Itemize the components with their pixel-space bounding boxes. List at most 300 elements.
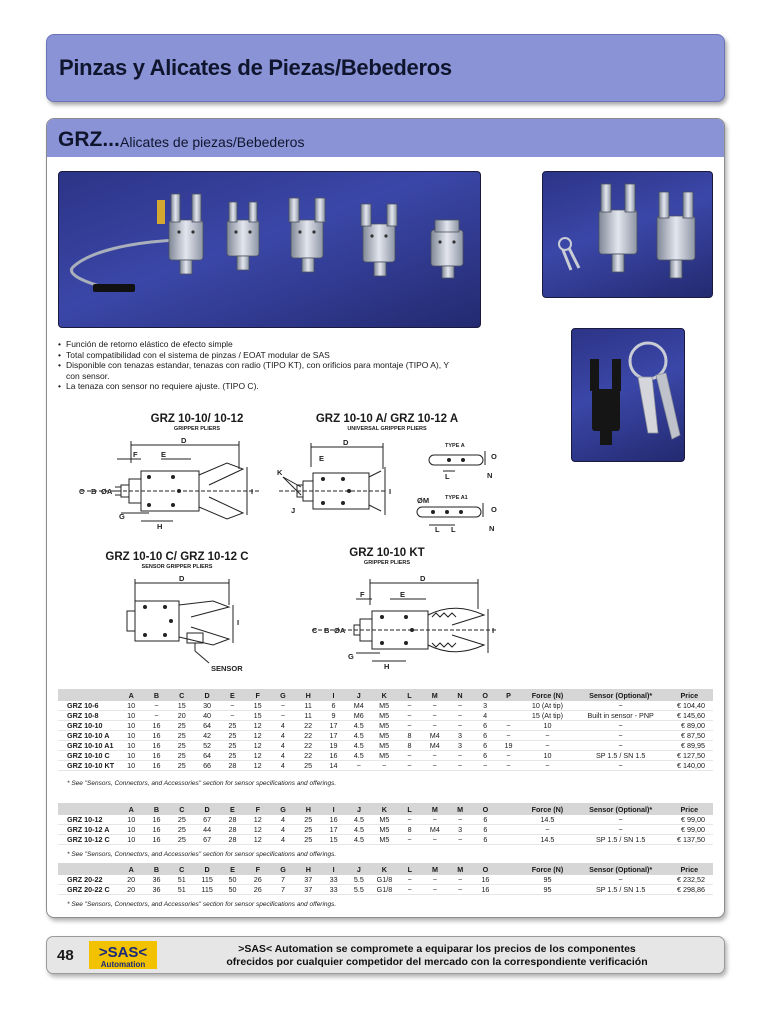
model-cell: GRZ 10-12 C xyxy=(58,835,119,845)
spec-cell: 3 xyxy=(447,741,472,751)
product-panel xyxy=(46,118,725,918)
spec-cell: 14.5 xyxy=(519,815,576,825)
price-cell: € 87,50 xyxy=(666,731,713,741)
drawing2-title: GRZ 10-10 A/ GRZ 10-12 A xyxy=(315,413,459,425)
spec-cell: 8 xyxy=(397,825,422,835)
spec-cell: 4 xyxy=(270,761,295,771)
spec-cell: ~ xyxy=(576,825,666,835)
drawing3-sensor-pliers xyxy=(117,571,267,671)
spec-cell: ~ xyxy=(448,815,473,825)
spec-cell: ~ xyxy=(397,875,422,885)
column-header: I xyxy=(321,863,346,875)
spec-cell: 25 xyxy=(169,731,194,741)
price-cell: € 99,00 xyxy=(666,825,713,835)
sas-automation-logo xyxy=(89,941,157,969)
table-row xyxy=(58,721,713,731)
spec-cell: 3 xyxy=(448,825,473,835)
spec-cell: 12 xyxy=(245,741,270,751)
dim-label: B xyxy=(91,487,97,496)
spec-cell: 16 xyxy=(321,815,346,825)
table-row xyxy=(58,761,713,771)
spec-cell: 12 xyxy=(245,721,270,731)
spec-cell xyxy=(498,701,519,711)
spec-cell: 16 xyxy=(473,885,498,895)
logo-subtext: Automation xyxy=(100,960,146,969)
spec-cell: 16 xyxy=(144,721,169,731)
spec-cell: ~ xyxy=(448,875,473,885)
table-note: * See "Sensors, Connectors, and Accessories" section for sensor specifications and offerings. xyxy=(67,901,337,908)
column-header xyxy=(58,689,119,701)
price-cell: € 127,50 xyxy=(666,751,713,761)
header-banner xyxy=(46,34,725,102)
spec-cell: 37 xyxy=(296,875,321,885)
spec-cell: 50 xyxy=(220,885,245,895)
column-header: F xyxy=(245,863,270,875)
spec-cell xyxy=(498,875,519,885)
model-cell: GRZ 10-10 A1 xyxy=(58,741,119,751)
spec-cell: ~ xyxy=(422,835,447,845)
column-header: L xyxy=(397,803,422,815)
spec-cell: 4 xyxy=(270,835,295,845)
spec-cell: 25 xyxy=(220,721,245,731)
table-row xyxy=(58,741,713,751)
feature-item: • Disponible con tenazas estandar, tenazas con radio (TIPO KT), con orificios para montaje (TIPO A), Y con sensor. xyxy=(58,360,458,381)
spec-cell: ~ xyxy=(397,721,422,731)
spec-cell: 6 xyxy=(473,721,498,731)
spec-cell: 15 xyxy=(321,835,346,845)
spec-cell: 25 xyxy=(296,825,321,835)
spec-cell: ~ xyxy=(498,751,519,761)
spec-cell: M4 xyxy=(422,731,447,741)
spec-cell: 25 xyxy=(169,751,194,761)
spec-cell: 95 xyxy=(519,885,576,895)
page-number: 48 xyxy=(57,947,74,964)
spec-cell: ~ xyxy=(397,885,422,895)
spec-cell: ~ xyxy=(270,711,295,721)
column-header: N xyxy=(447,689,472,701)
spec-cell: 25 xyxy=(296,815,321,825)
spec-cell: 4.5 xyxy=(346,721,371,731)
spec-cell: 22 xyxy=(296,721,321,731)
drawing4-kt-pliers xyxy=(302,569,502,673)
table-header-row xyxy=(58,863,713,875)
type-a1-label: TYPE A1 xyxy=(445,495,468,501)
dim-label: N xyxy=(487,471,493,480)
column-header: O xyxy=(473,689,498,701)
feature-item: • Total compatibilidad con el sistema de pinzas / EOAT modular de SAS xyxy=(58,350,458,361)
spec-cell: G1/8 xyxy=(372,885,398,895)
column-header: B xyxy=(144,803,169,815)
spec-cell: 4 xyxy=(270,825,295,835)
column-header: A xyxy=(119,803,144,815)
spec-cell: 10 xyxy=(519,721,576,731)
dim-label: D xyxy=(420,574,426,583)
spec-cell: 25 xyxy=(169,835,194,845)
spec-cell: ~ xyxy=(519,761,576,771)
spec-table-grz10-12 xyxy=(58,803,713,845)
spec-cell: ~ xyxy=(220,711,245,721)
drawing1-title: GRZ 10-10/ 10-12 xyxy=(150,413,244,425)
spec-cell: 44 xyxy=(194,825,219,835)
sensor-label: SENSOR xyxy=(211,664,243,671)
table-row xyxy=(58,835,713,845)
dim-label: L xyxy=(451,525,456,533)
dim-label: G xyxy=(348,652,354,661)
spec-cell: 10 xyxy=(119,835,144,845)
price-cell: € 99,00 xyxy=(666,815,713,825)
spec-cell: ~ xyxy=(371,761,396,771)
spec-cell xyxy=(498,835,519,845)
spec-cell: Built in sensor - PNP xyxy=(576,711,666,721)
spec-cell: 10 xyxy=(119,701,144,711)
spec-cell: ~ xyxy=(397,701,422,711)
dim-label: D xyxy=(179,574,185,583)
column-header: B xyxy=(144,689,169,701)
column-header: D xyxy=(194,803,219,815)
table-header-row xyxy=(58,689,713,701)
spec-cell: ~ xyxy=(448,885,473,895)
spec-cell: ~ xyxy=(346,761,371,771)
spec-cell: ~ xyxy=(422,721,447,731)
column-header xyxy=(58,803,119,815)
feature-item: • Función de retorno elástico de efecto simple xyxy=(58,339,458,350)
dim-label: ØA xyxy=(101,487,113,496)
column-header: K xyxy=(372,803,397,815)
spec-cell: ~ xyxy=(270,701,295,711)
spec-cell: ~ xyxy=(576,721,666,731)
spec-cell: ~ xyxy=(576,701,666,711)
spec-cell: ~ xyxy=(498,761,519,771)
footer-statement xyxy=(197,943,677,969)
column-header: C xyxy=(169,689,194,701)
table-header-row xyxy=(58,803,713,815)
spec-cell: M5 xyxy=(372,835,397,845)
spec-cell: 22 xyxy=(296,751,321,761)
spec-cell: 20 xyxy=(119,885,144,895)
spec-cell: 16 xyxy=(144,751,169,761)
spec-cell: ~ xyxy=(448,835,473,845)
spec-cell: 12 xyxy=(245,761,270,771)
spec-cell: 115 xyxy=(194,885,219,895)
spec-cell: 25 xyxy=(169,761,194,771)
dim-label: E xyxy=(400,590,406,599)
feature-item: • La tenaza con sensor no requiere ajuste. (TIPO C). xyxy=(58,381,458,392)
table-row xyxy=(58,885,713,895)
spec-cell: 25 xyxy=(169,815,194,825)
spec-cell: M5 xyxy=(372,815,397,825)
spec-cell: ~ xyxy=(576,761,666,771)
price-cell: € 89,00 xyxy=(666,721,713,731)
spec-cell: 22 xyxy=(296,731,321,741)
dim-label: I xyxy=(492,626,495,635)
spec-cell: 7 xyxy=(270,875,295,885)
spec-cell: 19 xyxy=(321,741,346,751)
black-gripper-photo xyxy=(571,328,685,462)
spec-cell: 10 xyxy=(119,751,144,761)
spec-cell: ~ xyxy=(422,885,447,895)
column-header: M xyxy=(422,803,447,815)
drawing4-subtitle: GRIPPER PLIERS xyxy=(363,560,411,566)
spec-cell: 51 xyxy=(169,885,194,895)
column-header: K xyxy=(371,689,396,701)
dim-label: E xyxy=(161,450,167,459)
price-cell: € 104,40 xyxy=(666,701,713,711)
spec-cell: 64 xyxy=(194,721,219,731)
spec-cell: 16 xyxy=(144,761,169,771)
spec-cell: ~ xyxy=(519,741,576,751)
column-header: P xyxy=(498,689,519,701)
model-cell: GRZ 10-8 xyxy=(58,711,119,721)
product-lineup-photo xyxy=(58,171,481,328)
section-subtitle: Alicates de piezas/Bebederos xyxy=(120,134,305,150)
spec-cell: 16 xyxy=(144,825,169,835)
spec-cell: M5 xyxy=(372,825,397,835)
spec-cell: 4.5 xyxy=(346,835,371,845)
spec-cell: 11 xyxy=(296,711,321,721)
spec-table-grz10 xyxy=(58,689,713,771)
dim-label: I xyxy=(389,487,392,496)
spec-cell: 11 xyxy=(296,701,321,711)
spec-cell: M4 xyxy=(422,741,447,751)
column-header: F xyxy=(245,689,270,701)
spec-cell: 16 xyxy=(473,875,498,885)
spec-cell: 25 xyxy=(220,751,245,761)
spec-cell: 26 xyxy=(245,885,270,895)
spec-cell: 4 xyxy=(270,741,295,751)
dim-label: O xyxy=(491,505,497,514)
spec-cell: 16 xyxy=(144,741,169,751)
spec-cell: 51 xyxy=(169,875,194,885)
column-header: D xyxy=(194,689,219,701)
spec-cell: ~ xyxy=(397,711,422,721)
type-a-label: TYPE A xyxy=(445,443,465,449)
spec-cell: SP 1.5 / SN 1.5 xyxy=(576,885,666,895)
column-header xyxy=(498,803,519,815)
column-header: Force (N) xyxy=(519,863,576,875)
column-header: M xyxy=(422,689,447,701)
column-header: Force (N) xyxy=(519,803,576,815)
dim-label: H xyxy=(384,662,390,671)
spec-cell: 16 xyxy=(144,731,169,741)
spec-cell: 10 xyxy=(119,815,144,825)
table-row xyxy=(58,875,713,885)
spec-cell: 42 xyxy=(194,731,219,741)
gripper-keys-photo xyxy=(542,171,713,298)
dim-label: D xyxy=(343,438,349,447)
price-cell: € 145,60 xyxy=(666,711,713,721)
spec-cell: ~ xyxy=(576,741,666,751)
price-cell: € 137,50 xyxy=(666,835,713,845)
spec-cell: 8 xyxy=(397,731,422,741)
dim-label: D xyxy=(181,436,187,445)
column-header: L xyxy=(397,689,422,701)
column-header: I xyxy=(321,689,346,701)
footer-line: >SAS< Automation se compromete a equiparar los precios de los componentes xyxy=(238,943,636,955)
spec-cell: M5 xyxy=(371,731,396,741)
column-header xyxy=(58,863,119,875)
column-header: Price xyxy=(666,803,713,815)
spec-cell: 6 xyxy=(473,741,498,751)
drawing2-subtitle: UNIVERSAL GRIPPER PLIERS xyxy=(347,426,427,432)
spec-cell: 28 xyxy=(220,825,245,835)
dim-label: ØA xyxy=(334,626,346,635)
drawing3-subtitle: SENSOR GRIPPER PLIERS xyxy=(141,564,213,570)
spec-cell: ~ xyxy=(397,761,422,771)
spec-cell: 17 xyxy=(321,825,346,835)
column-header: E xyxy=(220,803,245,815)
section-header xyxy=(47,119,724,157)
spec-cell: 22 xyxy=(296,741,321,751)
column-header: M xyxy=(448,803,473,815)
spec-cell: ~ xyxy=(498,731,519,741)
spec-cell: ~ xyxy=(422,761,447,771)
spec-cell: 12 xyxy=(245,835,270,845)
spec-cell: 5.5 xyxy=(346,885,371,895)
spec-cell: ~ xyxy=(397,815,422,825)
spec-cell: 67 xyxy=(194,835,219,845)
dim-label: N xyxy=(489,524,495,533)
column-header: C xyxy=(169,863,194,875)
drawing1-subtitle: GRIPPER PLIERS xyxy=(173,426,221,432)
dim-label: F xyxy=(133,450,138,459)
spec-cell: 36 xyxy=(144,885,169,895)
spec-cell: 28 xyxy=(220,815,245,825)
dim-label: O xyxy=(491,452,497,461)
spec-cell: 10 xyxy=(119,731,144,741)
spec-cell: ~ xyxy=(519,731,576,741)
model-cell: GRZ 10-10 KT xyxy=(58,761,119,771)
column-header: D xyxy=(194,863,219,875)
column-header: J xyxy=(346,863,371,875)
dim-label: B xyxy=(324,626,330,635)
spec-cell: SP 1.5 / SN 1.5 xyxy=(576,751,666,761)
spec-cell: M5 xyxy=(371,711,396,721)
spec-cell: 17 xyxy=(321,731,346,741)
spec-cell: 6 xyxy=(473,815,498,825)
table-row xyxy=(58,825,713,835)
column-header: C xyxy=(169,803,194,815)
spec-cell: 25 xyxy=(220,731,245,741)
spec-cell: 4.5 xyxy=(346,825,371,835)
model-cell: GRZ 20-22 C xyxy=(58,885,119,895)
table-note: * See "Sensors, Connectors, and Accessories" section for sensor specifications and offerings. xyxy=(67,851,337,858)
spec-cell: 20 xyxy=(169,711,194,721)
spec-cell: 4 xyxy=(270,731,295,741)
dim-label: H xyxy=(157,522,163,531)
model-cell: GRZ 10-6 xyxy=(58,701,119,711)
spec-cell: 7 xyxy=(270,885,295,895)
spec-cell: ~ xyxy=(144,701,169,711)
spec-cell: 12 xyxy=(245,751,270,761)
spec-cell: 6 xyxy=(473,751,498,761)
spec-cell: 30 xyxy=(194,701,219,711)
table-row xyxy=(58,751,713,761)
spec-table-grz20 xyxy=(58,863,713,895)
spec-cell: ~ xyxy=(447,721,472,731)
spec-cell: 15 xyxy=(245,701,270,711)
spec-cell: 10 xyxy=(119,711,144,721)
spec-cell: M5 xyxy=(371,721,396,731)
spec-cell xyxy=(498,825,519,835)
spec-cell: 115 xyxy=(194,875,219,885)
spec-cell: 4.5 xyxy=(346,741,371,751)
footer-line: ofrecidos por cualquier competidor del mercado con la correspondiente verificación xyxy=(226,956,648,968)
spec-cell: 14 xyxy=(321,761,346,771)
spec-cell: 9 xyxy=(321,711,346,721)
column-header: L xyxy=(397,863,422,875)
spec-cell: 12 xyxy=(245,825,270,835)
dim-label: L xyxy=(445,472,450,481)
spec-cell: 10 xyxy=(519,751,576,761)
spec-cell: ~ xyxy=(422,711,447,721)
spec-cell: 6 xyxy=(473,731,498,741)
spec-cell: 26 xyxy=(245,875,270,885)
column-header: O xyxy=(473,863,498,875)
spec-cell: 10 xyxy=(119,825,144,835)
spec-cell: M4 xyxy=(422,825,447,835)
spec-cell: ~ xyxy=(422,875,447,885)
spec-cell: 52 xyxy=(194,741,219,751)
spec-cell: 12 xyxy=(245,731,270,741)
column-header: I xyxy=(321,803,346,815)
dim-label: ØM xyxy=(417,496,430,505)
spec-cell: ~ xyxy=(447,701,472,711)
drawing4-title: GRZ 10-10 KT xyxy=(349,547,425,559)
spec-cell: 4 xyxy=(270,721,295,731)
spec-cell: 3 xyxy=(447,731,472,741)
spec-cell: M6 xyxy=(346,711,371,721)
spec-cell: 64 xyxy=(194,751,219,761)
spec-cell: 10 xyxy=(119,761,144,771)
model-cell: GRZ 10-10 xyxy=(58,721,119,731)
spec-cell: ~ xyxy=(422,701,447,711)
column-header: M xyxy=(448,863,473,875)
spec-cell: ~ xyxy=(576,875,666,885)
column-header: M xyxy=(422,863,447,875)
spec-cell xyxy=(498,815,519,825)
model-cell: GRZ 10-12 xyxy=(58,815,119,825)
spec-cell: 16 xyxy=(321,751,346,761)
price-cell: € 89,95 xyxy=(666,741,713,751)
column-header: Price xyxy=(666,863,713,875)
price-cell: € 232,52 xyxy=(666,875,713,885)
dim-label: I xyxy=(237,618,240,627)
table-row xyxy=(58,711,713,721)
spec-cell xyxy=(498,711,519,721)
spec-cell: 19 xyxy=(498,741,519,751)
spec-cell: 28 xyxy=(220,835,245,845)
column-header: Sensor (Optional)* xyxy=(576,689,666,701)
dim-label: L xyxy=(435,525,440,533)
dim-label: F xyxy=(360,590,365,599)
dim-label: K xyxy=(277,468,283,477)
spec-cell: 25 xyxy=(169,825,194,835)
spec-cell: ~ xyxy=(447,751,472,761)
spec-cell: 25 xyxy=(220,741,245,751)
price-cell: € 140,00 xyxy=(666,761,713,771)
spec-cell: M5 xyxy=(371,751,396,761)
page-title: Pinzas y Alicates de Piezas/Bebederos xyxy=(59,55,452,80)
spec-cell: ~ xyxy=(144,711,169,721)
spec-cell: 10 (At tip) xyxy=(519,701,576,711)
spec-cell: ~ xyxy=(447,761,472,771)
spec-cell: SP 1.5 / SN 1.5 xyxy=(576,835,666,845)
spec-cell: 15 xyxy=(245,711,270,721)
column-header: E xyxy=(220,689,245,701)
spec-cell: ~ xyxy=(576,815,666,825)
spec-cell: 15 xyxy=(169,701,194,711)
logo-text: >SAS< xyxy=(98,944,148,961)
